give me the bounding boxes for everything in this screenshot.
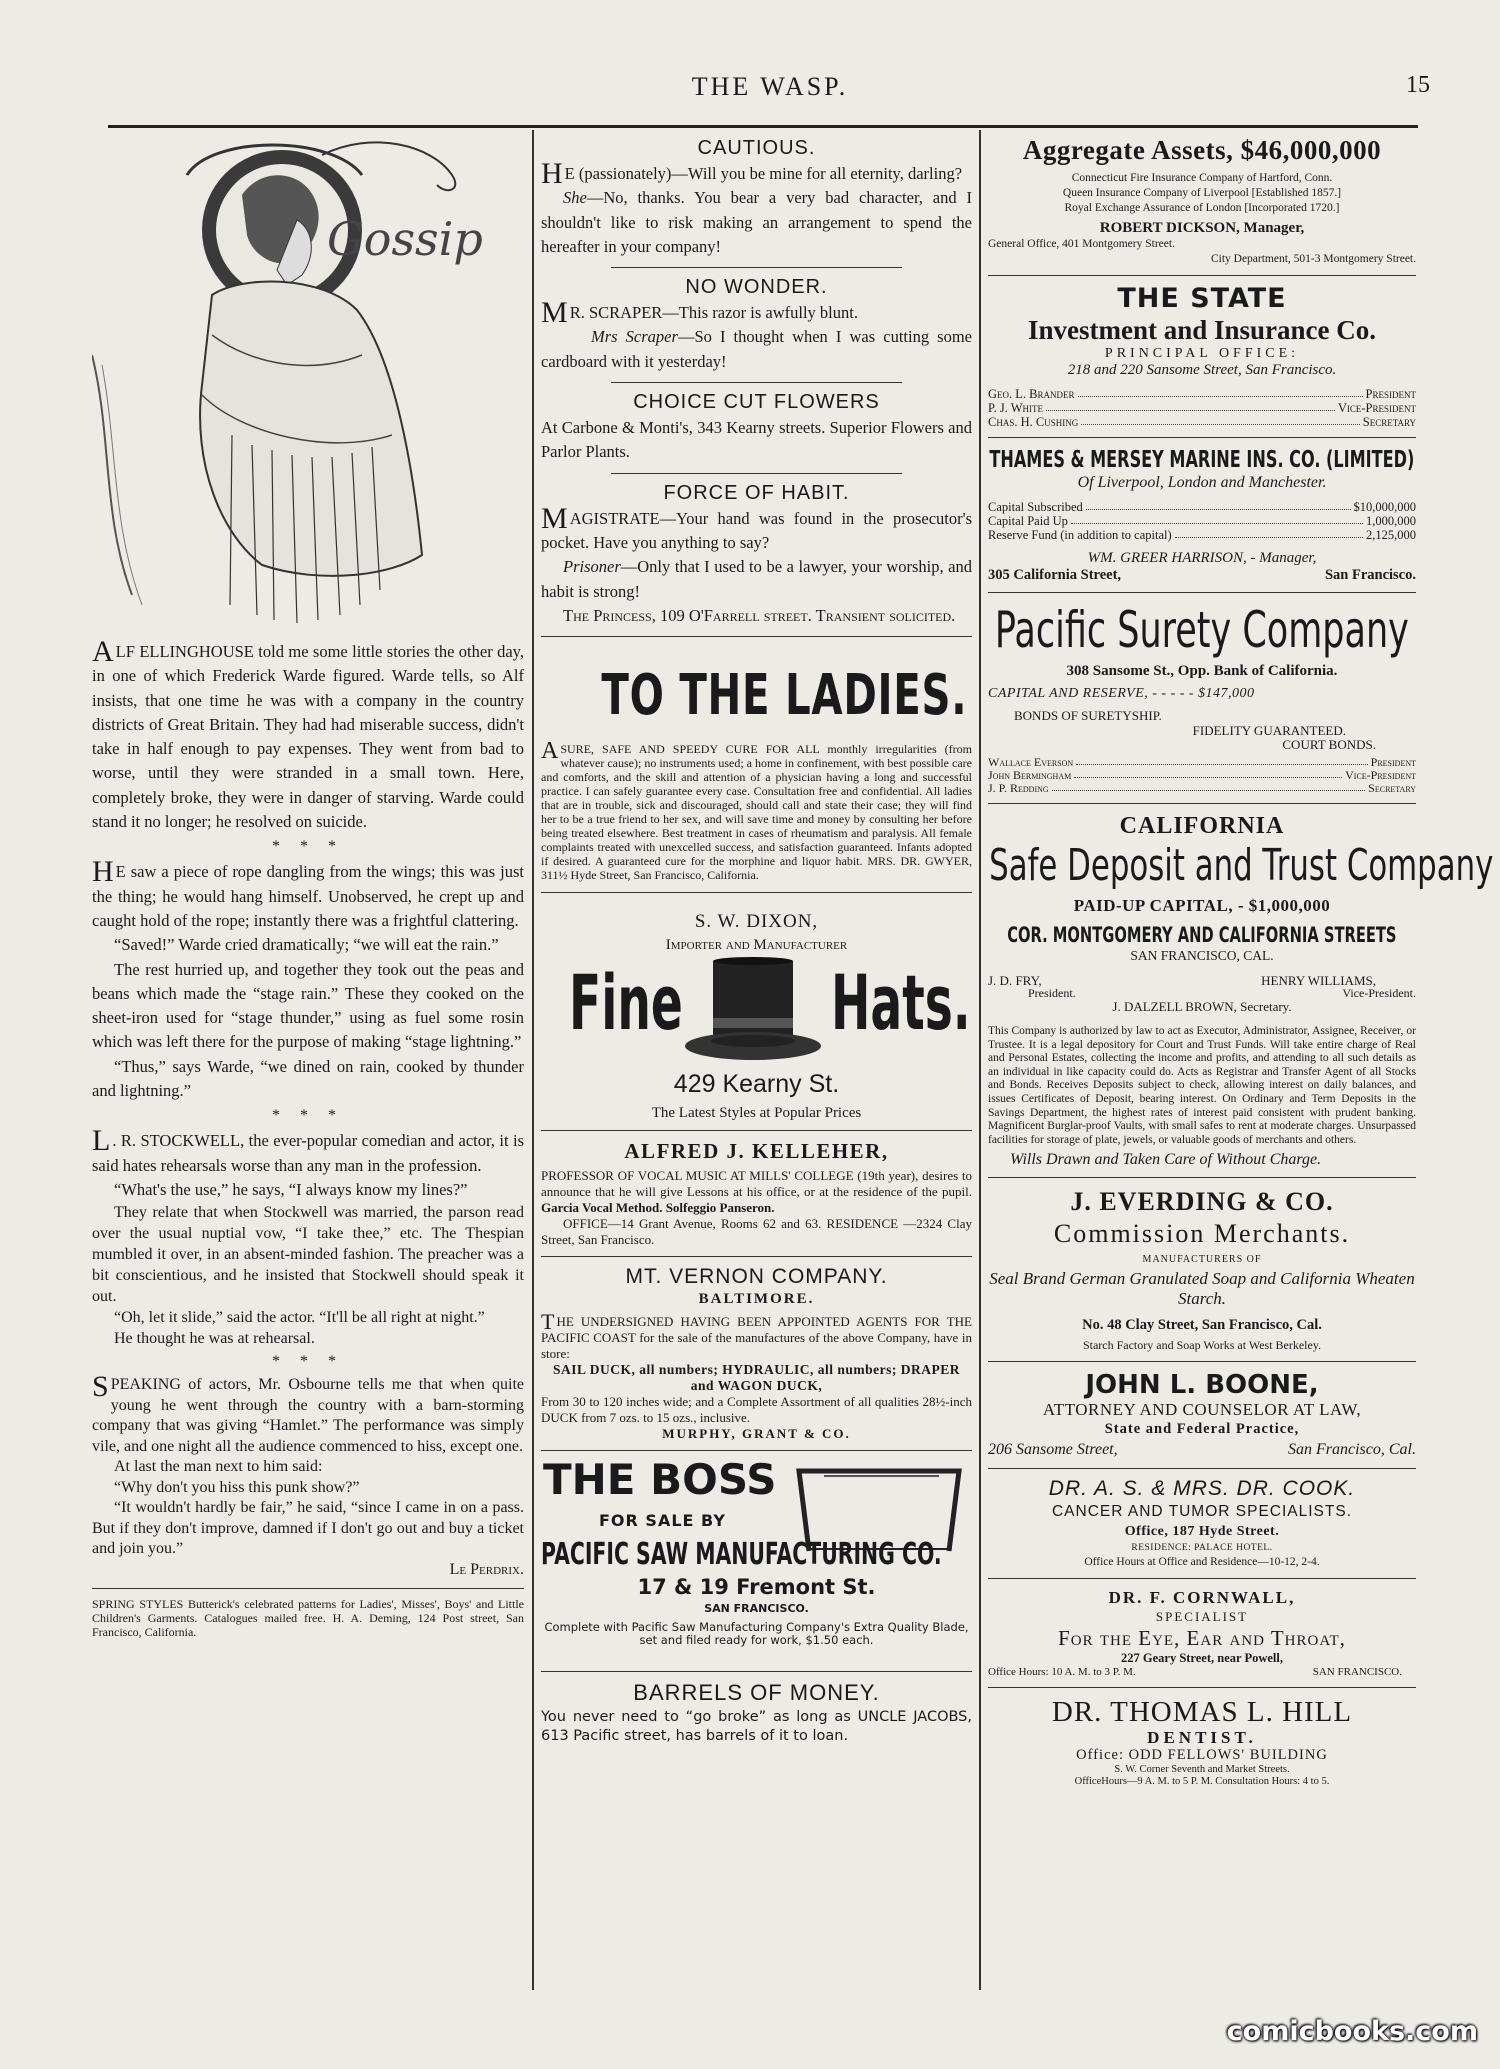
story-stockwell-4: “Oh, let it slide,” said the actor. “It'll be all right at night.” xyxy=(114,1309,485,1327)
california-wills: Wills Drawn and Taken Care of Without Charge. xyxy=(1010,1151,1322,1169)
dixon-subtitle: Importer and Manufacturer xyxy=(665,937,848,954)
princess-notice: The Princess, 109 O'Farrell street. Transient solicited. xyxy=(563,605,956,625)
rule xyxy=(541,1256,972,1257)
california-secretary: J. DALZELL BROWN, Secretary. xyxy=(1112,999,1292,1014)
state-officer-row: P. J. White Vice-President xyxy=(988,401,1416,415)
separator: * * * xyxy=(272,1353,344,1371)
rule xyxy=(988,1687,1416,1688)
woman-illustration xyxy=(92,135,524,640)
wonder-line-1: M R. SCRAPER—This razor is awfully blunt. xyxy=(541,296,858,330)
surety-address: 308 Sansome St., Opp. Bank of California. xyxy=(1066,663,1338,679)
story-osbourne-4: “It wouldn't hardly be fair,” he said, “since I came in on a pass. But if they don't improve, damned if I don't go out and buy a ticket and join you.” xyxy=(92,1499,524,1558)
publication-title: THE WASP. xyxy=(691,72,849,101)
gossip-illustration xyxy=(92,135,524,640)
thames-manager: WM. GREER HARRISON, - Manager, xyxy=(1087,550,1317,566)
rule xyxy=(611,473,902,474)
everding-works: Starch Factory and Soap Works at West Berkeley. xyxy=(1082,1338,1322,1353)
california-body: This Company is authorized by law to act as Executor, Administrator, Assignee, Receiver, or Trustee. It is a legal depository for Court and Trust Funds. Will take entire charge of Real and Personal Estates, collecting the income and profits, and attending to all such details as an individual in like capacity could do. Acts as Registrar and Transfer Agent of all Stocks and Bonds. Receives Deposits subject to check, allowing interest on daily balances, and issues Certificates of Deposit, bearing interest. On Ordinary and Term Deposits in the Savings Department, the highest rates of interest paid consistent with prudent banking. Magnificent Burglar-proof Vaults, with small safes to rent at moderate charges. Unsurpassed facilities for storage of plate, jewels, or valuable goods of merchants and others. xyxy=(988,1025,1416,1146)
dixon-name: S. W. DIXON, xyxy=(694,911,819,933)
column-middle xyxy=(541,135,972,1746)
column-divider-2 xyxy=(979,130,981,1990)
rule xyxy=(988,803,1416,804)
cautious-line-2: She—No, thanks. You bear a very bad character, and I shouldn't like to risk making an arrangement to spend the hereafter in your company! xyxy=(541,188,972,256)
rule xyxy=(541,892,972,893)
story-warde-1: ALF ELLINGHOUSE told me some little stories the other day, in one of which Frederick Warde figured. Warde tells, so Alf insists, that one time he was with a company in the country districts of Great Britain. They had had miserable success, didn't take in half enough to pay expenses. They went from bad to worse, until they were stranded in a small town. Here, completely broke, they were in danger of starving. Warde could stand it no longer; he resolved on suicide. xyxy=(92,635,524,832)
vernon-heading: MT. VERNON COMPANY. xyxy=(625,1265,888,1289)
boss-company: PACIFIC SAW MANUFACTURING CO. xyxy=(541,1537,942,1573)
boone-subtitle: ATTORNEY AND COUNSELOR AT LAW, xyxy=(1042,1400,1362,1420)
everding-address: No. 48 Clay Street, San Francisco, Cal. xyxy=(1082,1317,1322,1334)
hats-word: Hats. xyxy=(831,958,971,1048)
surety-officer-row: John Bermingham Vice-President xyxy=(988,768,1416,782)
story-warde-2: H E saw a piece of rope dangling from the wings; this was just the thing; he would hang himself. Unobserved, he crept up and caught hold of the rope; instantly there was a frightful clattering. xyxy=(92,855,524,930)
rule xyxy=(988,1361,1416,1362)
kelleher-name: ALFRED J. KELLEHER, xyxy=(624,1139,889,1164)
vernon-signature: MURPHY, GRANT & CO. xyxy=(662,1426,851,1442)
boss-for-sale: FOR SALE BY xyxy=(599,1511,726,1531)
separator: * * * xyxy=(272,1107,344,1125)
heading-force-of-habit: FORCE OF HABIT. xyxy=(663,481,850,504)
dixon-address: 429 Kearny St. xyxy=(673,1070,840,1099)
separator: * * * xyxy=(272,838,344,856)
rule xyxy=(611,382,902,383)
story-warde-5: “Thus,” says Warde, “we dined on rain, cooked by thunder and lightning.” xyxy=(92,1056,524,1101)
watermark: comicbooks.com xyxy=(1226,2016,1478,2047)
vernon-text-1: THE UNDERSIGNED HAVING BEEN APPOINTED AGENTS FOR THE PACIFIC COAST for the sale of the manufactures of the above Company, have in store: xyxy=(541,1309,972,1362)
rule xyxy=(988,592,1416,593)
ad-spring-styles: SPRING STYLES Butterick's celebrated patterns for Ladies', Misses', Boys' and Little Children's Garments. Catalogues mailed free. H. A. Deming, 124 Post street, San Francisco, California. xyxy=(92,1596,524,1639)
story-stockwell-5: He thought he was at rehearsal. xyxy=(114,1330,315,1348)
fine-hats-display xyxy=(541,954,972,1064)
habit-line-2: Prisoner—Only that I used to be a lawyer, your worship, and habit is strong! xyxy=(541,557,972,601)
boss-city: SAN FRANCISCO. xyxy=(704,1602,809,1616)
boone-practice: State and Federal Practice, xyxy=(1104,1421,1300,1438)
aggregate-manager: ROBERT DICKSON, Manager, xyxy=(1099,220,1305,236)
surety-officer-row: Wallace Everson President xyxy=(988,755,1416,769)
habit-line-1: MAGISTRATE—Your hand was found in the prosecutor's pocket. Have you anything to say? xyxy=(541,501,972,552)
hill-heading: DR. THOMAS L. HILL xyxy=(1051,1696,1353,1729)
hill-office: Office: ODD FELLOWS' BUILDING xyxy=(1076,1747,1328,1764)
surety-fidelity: FIDELITY GUARANTEED. xyxy=(1192,723,1346,738)
top-rule xyxy=(108,125,1418,128)
signature: Le Perdrix. xyxy=(449,1560,524,1578)
barrels-heading: BARRELS OF MONEY. xyxy=(633,1680,880,1706)
california-paid-up: PAID-UP CAPITAL, - $1,000,000 xyxy=(1073,896,1331,915)
california-corner: COR. MONTGOMERY AND CALIFORNIA STREETS xyxy=(1007,923,1397,947)
heading-flowers: CHOICE CUT FLOWERS xyxy=(633,391,880,414)
state-address: 218 and 220 Sansome Street, San Francisco. xyxy=(1067,362,1337,378)
kelleher-body: PROFESSOR OF VOCAL MUSIC AT MILLS' COLLEGE (19th year), desires to announce that he will give Lessons at his office, or at the residence of the pupil. Garcia Vocal Method. Solfeggio Panseron. xyxy=(541,1168,972,1216)
kelleher-office: OFFICE—14 Grant Avenue, Rooms 62 and 63. RESIDENCE —2324 Clay Street, San Francisco. xyxy=(541,1216,972,1248)
california-heading: CALIFORNIA xyxy=(1119,813,1285,839)
cook-subtitle: CANCER AND TUMOR SPECIALISTS. xyxy=(1051,1503,1352,1521)
rule xyxy=(92,1588,524,1589)
cook-hours: Office Hours at Office and Residence—10-12, 2-4. xyxy=(1084,1556,1320,1569)
surety-officer-row: J. P. Redding Secretary xyxy=(988,781,1416,795)
surety-bonds: BONDS OF SURETYSHIP. xyxy=(1014,708,1162,723)
column-ads xyxy=(988,135,1494,1788)
state-officer-row: Geo. L. Brander President xyxy=(988,387,1416,401)
boss-heading: THE BOSS xyxy=(543,1455,777,1505)
aggregate-heading: Aggregate Assets, $46,000,000 xyxy=(1022,135,1382,165)
rule xyxy=(988,1177,1416,1178)
aggregate-line-2: Queen Insurance Company of Liverpool [Established 1857.] xyxy=(1062,187,1342,199)
boss-address: 17 & 19 Fremont St. xyxy=(637,1575,876,1600)
cautious-line-1: H E (passionately)—Will you be mine for all eternity, darling? xyxy=(541,157,963,190)
california-titles-row: President. Vice-President. xyxy=(1028,986,1416,1000)
fine-word: Fine xyxy=(569,958,683,1048)
hill-hours: OfficeHours—9 A. M. to 5 P. M. Consultation Hours: 4 to 5. xyxy=(1074,1776,1330,1788)
column-gossip xyxy=(92,135,524,1639)
cornwall-hours-row: Office Hours: 10 A. M. to 3 P. M. SAN FRANCISCO. xyxy=(988,1666,1402,1679)
rule xyxy=(541,1130,972,1131)
everding-manufacturers: MANUFACTURERS OF xyxy=(1142,1254,1262,1266)
thames-row: Capital Subscribed $10,000,000 xyxy=(988,500,1416,514)
wonder-line-2: Mrs Scraper—So I thought when I was cutting some cardboard with it yesterday! xyxy=(541,327,973,371)
flowers-text: At Carbone & Monti's, 343 Kearny streets. Superior Flowers and Parlor Plants. xyxy=(541,418,972,462)
top-hat-icon xyxy=(683,956,823,1064)
boss-saw-ad xyxy=(541,1455,972,1669)
masthead xyxy=(110,72,1430,122)
story-osbourne-2: At last the man next to him said: xyxy=(114,1458,323,1476)
state-principal-office: PRINCIPAL OFFICE: xyxy=(1104,346,1300,361)
story-stockwell-1: L . R. STOCKWELL, the ever-popular comedian and actor, it is said hates rehearsals worse than any man in the profession. xyxy=(92,1124,524,1175)
story-osbourne-1: SPEAKING of actors, Mr. Osbourne tells me that when quite young he went through the country with a barn-storming company that was giving “Hamlet.” The performance was simply vile, and one night all the audience commenced to hiss, except one. xyxy=(92,1370,524,1455)
thames-row: Capital Paid Up 1,000,000 xyxy=(988,514,1416,528)
story-stockwell-3: They relate that when Stockwell was married, the parson read over the usual nuptial vow, “I take thee,” etc. The Thespian mumbled it over, in an absent-minded fashion. The preacher was a bit conscientious, and he insisted that Stockwell should speak it out. xyxy=(92,1204,524,1306)
rule xyxy=(988,437,1416,438)
heading-no-wonder: NO WONDER. xyxy=(685,276,828,299)
cook-residence: RESIDENCE: PALACE HOTEL. xyxy=(1131,1543,1273,1554)
ladies-ad-text: ASURE, SAFE AND SPEEDY CURE FOR ALL monthly irregularities (from whatever cause); no instruments used; a home in confinement, with best possible care and comforts, and the skill and attention of a physician having a long and successful practice. I can safely guarantee every case. Consultation free and confidential. All ladies that are in trouble, sick and discouraged, should call and state their case; they will find her to be a true friend to her sex, and will save time and money by consulting her before being treated elsewhere. Best treatment in cases of rheumatism and paralysis. All female complaints treated with unexcelled success, and satisfaction guaranteed. Infants adopted if desired. A guaranteed cure for the morphine and liquor habit. MRS. DR. GWYER, 311½ Hyde Street, San Francisco, California. xyxy=(541,738,972,883)
story-warde-3: “Saved!” Warde cried dramatically; “we will eat the rain.” xyxy=(114,935,499,955)
aggregate-office: General Office, 401 Montgomery Street. xyxy=(988,238,1175,250)
rule xyxy=(541,636,972,637)
state-officer-row: Chas. H. Cushing Secretary xyxy=(988,415,1416,429)
surety-court: COURT BONDS. xyxy=(1282,737,1376,752)
rule xyxy=(541,1671,972,1672)
thames-row: Reserve Fund (in addition to capital) 2,125,000 xyxy=(988,528,1416,542)
page-number: 15 xyxy=(1406,72,1430,98)
rule xyxy=(541,1450,972,1451)
cornwall-for: For the Eye, Ear and Throat, xyxy=(1058,1626,1346,1651)
boss-body: Complete with Pacific Saw Manufacturing Company's Extra Quality Blade, set and filed ready for work, $1.50 each. xyxy=(544,1620,969,1648)
surety-heading: Pacific Surety Company xyxy=(995,601,1409,659)
rule xyxy=(611,267,902,268)
thames-subtitle: Of Liverpool, London and Manchester. xyxy=(1077,474,1327,491)
aggregate-line-1: Connecticut Fire Insurance Company of Hartford, Conn. xyxy=(1071,172,1333,184)
story-warde-4: The rest hurried up, and together they took out the peas and beans which made the “stage rain.” These they cooked on the sheet-iron used for “stage thunder,” using as fuel some rosin which was left there for the purpose of making “stage lightning.” xyxy=(92,959,524,1052)
surety-capital: CAPITAL AND RESERVE, - - - - - $147,000 xyxy=(988,686,1255,701)
vernon-text-3: From 30 to 120 inches wide; and a Complete Assortment of all qualities 28½-inch DUCK from 7 ozs. to 15 ozs., inclusive. xyxy=(541,1394,972,1426)
rule xyxy=(988,1468,1416,1469)
dixon-tagline: The Latest Styles at Popular Prices xyxy=(651,1105,862,1122)
aggregate-city: City Department, 501-3 Montgomery Street. xyxy=(1210,253,1416,265)
state-heading-2: Investment and Insurance Co. xyxy=(1027,315,1377,345)
cornwall-specialist: SPECIALIST xyxy=(1155,1609,1249,1625)
vernon-text-2: SAIL DUCK, all numbers; HYDRAULIC, all numbers; DRAPER and WAGON DUCK, xyxy=(553,1362,960,1394)
thames-heading: THAMES & MERSEY MARINE INS. CO. (LIMITED) xyxy=(989,447,1415,473)
rule xyxy=(988,275,1416,276)
boone-heading: JOHN L. BOONE, xyxy=(1085,1370,1319,1401)
thames-address-row: 305 California Street, San Francisco. xyxy=(988,567,1416,583)
column-divider-1 xyxy=(532,130,534,1990)
gossip-title: Gossip xyxy=(327,212,483,266)
cornwall-address: 227 Geary Street, near Powell, xyxy=(1121,1651,1283,1666)
everding-subtitle: Commission Merchants. xyxy=(1053,1219,1351,1249)
rule xyxy=(988,1578,1416,1579)
cornwall-heading: DR. F. CORNWALL, xyxy=(1108,1588,1296,1608)
ladies-heading: TO THE LADIES. xyxy=(601,663,968,729)
heading-cautious: CAUTIOUS. xyxy=(697,137,816,159)
california-safe-deposit: Safe Deposit and Trust Company xyxy=(989,840,1494,891)
story-stockwell-2: “What's the use,” he says, “I always know my lines?” xyxy=(114,1179,468,1199)
everding-heading: J. EVERDING & CO. xyxy=(1070,1187,1334,1217)
boone-address-row: 206 Sansome Street, San Francisco, Cal. xyxy=(988,1441,1416,1459)
barrels-body: You never need to “go broke” as long as UNCLE JACOBS, 613 Pacific street, has barrels of it to loan. xyxy=(541,1709,972,1745)
cook-office: Office, 187 Hyde Street. xyxy=(1124,1524,1280,1540)
hill-corner: S. W. Corner Seventh and Market Streets. xyxy=(1114,1764,1290,1776)
cook-heading: DR. A. S. & MRS. DR. COOK. xyxy=(1048,1477,1356,1501)
california-officers-row: J. D. FRY, HENRY WILLIAMS, xyxy=(988,973,1376,988)
aggregate-line-3: Royal Exchange Assurance of London [Incorporated 1720.] xyxy=(1064,202,1340,214)
vernon-city: BALTIMORE. xyxy=(698,1291,815,1308)
california-city: SAN FRANCISCO, CAL. xyxy=(1130,948,1274,963)
state-heading-1: THE STATE xyxy=(1117,283,1287,314)
story-osbourne-3: “Why don't you hiss this punk show?” xyxy=(114,1478,360,1496)
everding-products: Seal Brand German Granulated Soap and California Wheaten Starch. xyxy=(989,1269,1415,1309)
hill-dentist: DENTIST. xyxy=(1147,1728,1257,1748)
